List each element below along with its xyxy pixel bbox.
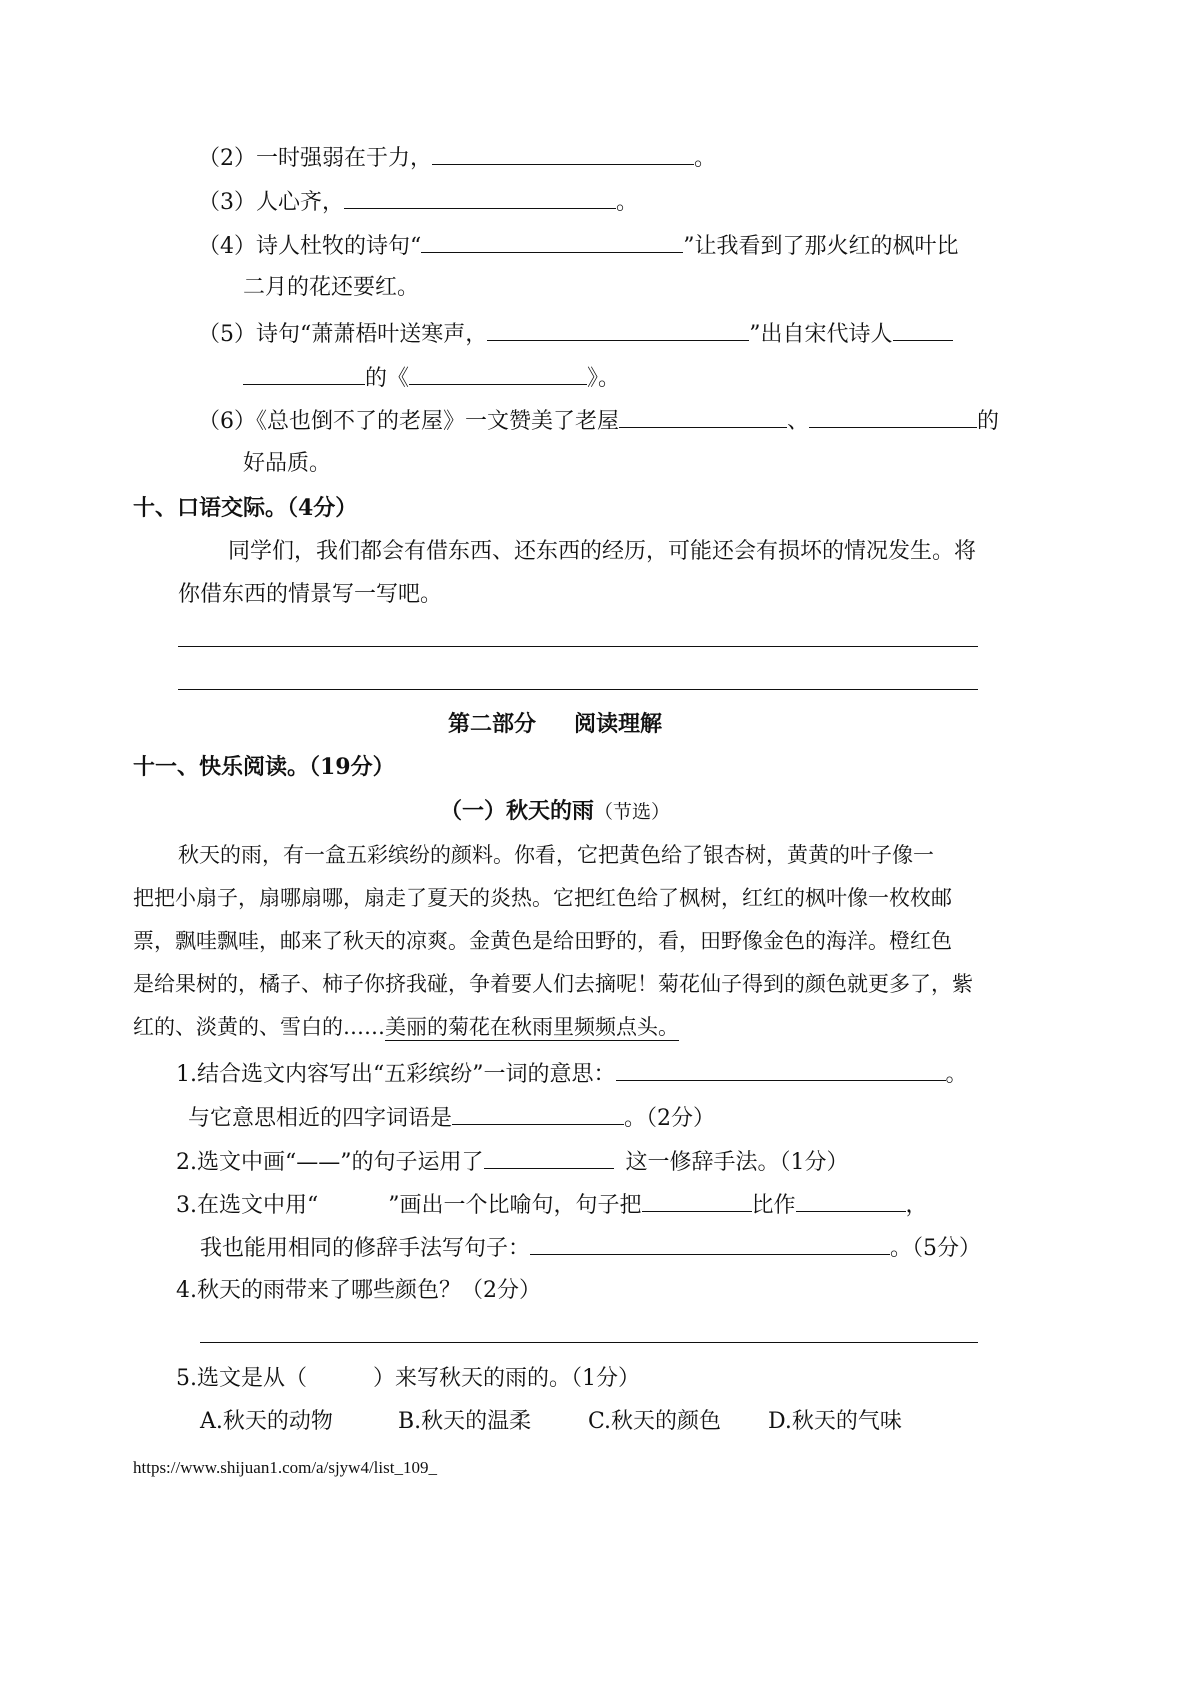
answer-blank[interactable] (243, 362, 365, 385)
question-3a-text: 3.在选文中用“ (176, 1193, 319, 1218)
answer-blank[interactable] (616, 1058, 946, 1081)
answer-blank[interactable] (642, 1189, 752, 1212)
writing-line[interactable] (178, 646, 978, 647)
answer-blank[interactable] (452, 1102, 624, 1125)
fill-q5 (198, 318, 953, 350)
fill-q3-text: （3）人心齐， (198, 190, 344, 215)
section10-title: 十、口语交际。（4分） (133, 495, 358, 521)
question-1b (188, 1102, 715, 1134)
passage-line: 票，飘哇飘哇，邮来了秋天的凉爽。金黄色是给田野的，看，田野像金色的海洋。橙红色 (133, 929, 952, 953)
question-1b-end: 。（2分） (624, 1106, 716, 1131)
option-c[interactable]: C.秋天的颜色 (588, 1409, 722, 1434)
passage-heading (440, 796, 670, 827)
question-2-text: 2.选文中画“——”的句子运用了 (176, 1150, 484, 1175)
question-3b-text: 我也能用相同的修辞手法写句子： (200, 1236, 531, 1261)
passage-title: （一）秋天的雨 (440, 798, 595, 824)
passage-last-line (133, 1012, 679, 1042)
question-3a-mid: ”画出一个比喻句，句子把 (388, 1193, 642, 1218)
passage-line: 秋天的雨，有一盒五彩缤纷的颜料。你看，它把黄色给了银杏树，黄黄的叶子像一 (178, 843, 934, 867)
part2-title: 第二部分 (448, 711, 537, 737)
question-2 (176, 1146, 849, 1178)
answer-blank[interactable] (409, 362, 587, 385)
answer-line[interactable] (200, 1342, 978, 1343)
question-1b-text: 与它意思相近的四字词语是 (188, 1106, 453, 1131)
part2-heading (448, 709, 662, 739)
fill-q3 (198, 186, 638, 218)
answer-blank[interactable] (484, 1146, 614, 1169)
footer-url[interactable]: https://www.shijuan1.com/a/sjyw4/list_109_ (133, 1458, 437, 1477)
option-d[interactable]: D.秋天的气味 (768, 1409, 902, 1434)
question-4: 4.秋天的雨带来了哪些颜色？（2分） (176, 1278, 541, 1303)
answer-blank[interactable] (619, 405, 787, 428)
part2-subtitle: 阅读理解 (574, 711, 663, 737)
passage-line: 把把小扇子，扇哪扇哪，扇走了夏天的炎热。它把红色给了枫树，红红的枫叶像一枚枚邮 (133, 886, 952, 910)
option-a[interactable]: A.秋天的动物 (200, 1409, 333, 1434)
fill-q2 (198, 142, 716, 174)
passage-note: （节选） (594, 801, 671, 823)
answer-blank[interactable] (432, 142, 694, 165)
answer-blank[interactable] (421, 230, 683, 253)
fill-q2-text: （2）一时强弱在于力， (198, 146, 432, 171)
fill-q4-line2: 二月的花还要红。 (243, 275, 420, 300)
fill-q2-end: 。 (694, 146, 717, 171)
answer-blank[interactable] (796, 1189, 906, 1212)
option-b[interactable]: B.秋天的温柔 (398, 1409, 532, 1434)
question-3b (200, 1232, 981, 1264)
question-3a-end: ， (905, 1193, 928, 1218)
section10-para-line2: 你借东西的情景写一写吧。 (178, 582, 443, 607)
section10-para-line1: 同学们，我们都会有借东西、还东西的经历，可能还会有损坏的情况发生。将 (228, 539, 977, 564)
fill-q3-end: 。 (616, 190, 639, 215)
fill-q5-line2 (243, 362, 620, 394)
underlined-sentence: 美丽的菊花在秋雨里频频点头。 (385, 1015, 679, 1039)
fill-q6-sep: 、 (787, 409, 810, 434)
fill-q5-middle: ”出自宋代诗人 (749, 322, 893, 347)
passage-last-plain: 红的、淡黄的、雪白的…… (133, 1015, 385, 1039)
question-1a-text: 1.结合选文内容写出“五彩缤纷”一词的意思： (176, 1062, 616, 1087)
fill-q4-text: （4）诗人杜牧的诗句“ (198, 234, 422, 259)
writing-line[interactable] (178, 689, 978, 690)
question-1a (176, 1058, 968, 1090)
wavy-mark (318, 1191, 388, 1221)
question-2-end: 这一修辞手法。（1分） (625, 1150, 849, 1175)
fill-q5-line2-end: 》。 (587, 366, 621, 391)
fill-q6-text: （6）《总也倒不了的老屋》一文赞美了老屋 (198, 409, 619, 434)
fill-q5-line2-mid: 的《 (365, 366, 410, 391)
passage-line: 是给果树的，橘子、柿子你挤我碰，争着要人们去摘呢！菊花仙子得到的颜色就更多了，紫 (133, 972, 973, 996)
fill-q6-line2: 好品质。 (243, 451, 332, 476)
fill-q4-end: ”让我看到了那火红的枫叶比 (683, 234, 959, 259)
answer-blank[interactable] (893, 318, 953, 341)
question-1a-end: 。 (945, 1062, 968, 1087)
section11-title: 十一、快乐阅读。（19分） (133, 754, 395, 780)
fill-q6 (198, 405, 999, 437)
fill-q5-text: （5）诗句“萧萧梧叶送寒声， (198, 322, 488, 347)
question-3a-compare: 比作 (751, 1193, 796, 1218)
fill-q4 (198, 230, 959, 262)
answer-blank[interactable] (809, 405, 977, 428)
question-5: 5.选文是从（ ）来写秋天的雨的。（1分） (176, 1366, 640, 1391)
answer-blank[interactable] (344, 186, 616, 209)
answer-blank[interactable] (487, 318, 749, 341)
question-3b-end: 。（5分） (890, 1236, 982, 1261)
fill-q6-end: 的 (977, 409, 1000, 434)
answer-blank[interactable] (530, 1232, 890, 1255)
question-3a (176, 1189, 928, 1221)
